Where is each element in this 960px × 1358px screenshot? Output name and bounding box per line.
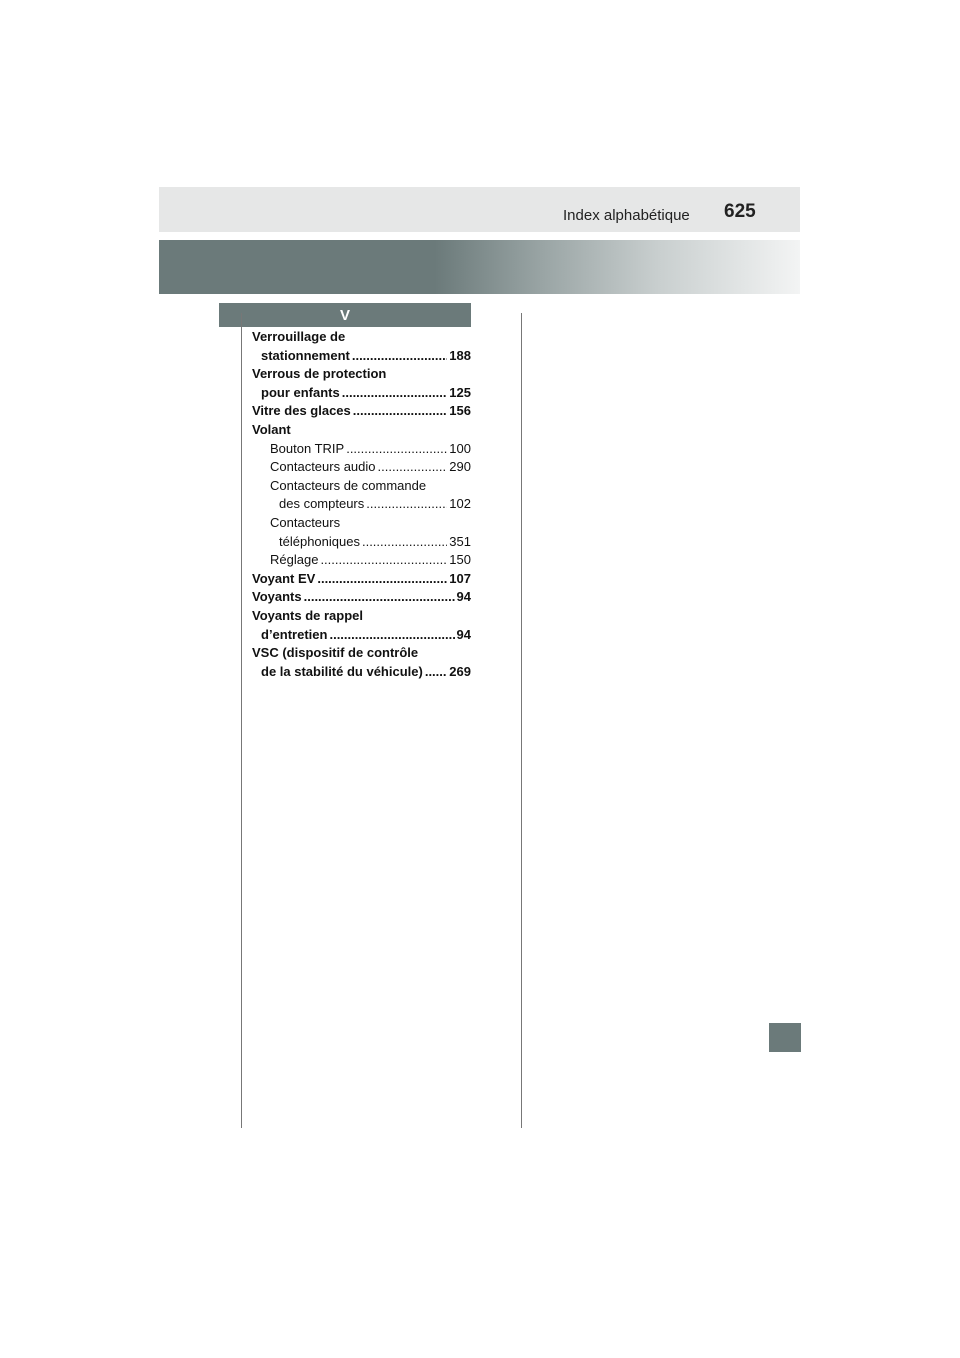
index-page-ref: 100 xyxy=(449,440,471,456)
index-page-ref: 102 xyxy=(449,496,471,512)
index-entry-label: Vitre des glaces xyxy=(252,403,351,419)
index-entry-label: Verrouillage de xyxy=(252,329,346,344)
index-entry-label: d’entretien xyxy=(261,626,328,642)
dot-leader xyxy=(353,402,448,421)
index-page-ref: 107 xyxy=(449,570,471,586)
index-entry-label: stationnement xyxy=(261,347,350,363)
dot-leader xyxy=(378,458,448,477)
index-entry[interactable] xyxy=(252,384,471,403)
index-entry-label: Contacteurs de commande xyxy=(270,477,427,493)
index-entry-label: de la stabilité du véhicule) xyxy=(261,663,423,679)
page-number: 625 xyxy=(724,201,756,222)
index-page-ref: 156 xyxy=(449,403,471,419)
index-entry-label: Verrous de protection xyxy=(252,366,387,382)
index-list xyxy=(252,328,471,681)
index-entry[interactable] xyxy=(252,588,471,607)
index-entry[interactable] xyxy=(252,570,471,589)
index-entry-label: des compteurs xyxy=(279,496,365,512)
index-entry-label: Voyants de rappel xyxy=(252,607,364,623)
dot-leader xyxy=(304,588,455,607)
dot-leader xyxy=(342,384,448,403)
index-entry-label: téléphoniques xyxy=(279,533,360,549)
index-entry-label: Contacteurs audio xyxy=(270,459,376,475)
index-entry-label: Voyants xyxy=(252,589,302,605)
column-divider-left xyxy=(241,313,242,1128)
header-gradient-band xyxy=(159,240,800,294)
index-subentry[interactable] xyxy=(252,495,471,514)
index-entry-label: Voyant EV xyxy=(252,570,316,586)
chapter-tab-marker xyxy=(769,1023,801,1052)
dot-leader xyxy=(317,570,447,589)
index-subentry[interactable] xyxy=(252,440,471,459)
dot-leader xyxy=(362,533,447,552)
index-subentry[interactable] xyxy=(252,551,471,570)
index-entry[interactable] xyxy=(252,402,471,421)
index-page-ref: 150 xyxy=(449,552,471,568)
index-page-ref: 188 xyxy=(449,347,471,363)
index-page-ref: 94 xyxy=(456,589,471,605)
section-title: Index alphabétique xyxy=(563,207,690,224)
index-entry[interactable] xyxy=(252,663,471,682)
index-page-ref: 125 xyxy=(449,384,471,400)
index-entry-label: VSC (dispositif de contrôle xyxy=(252,645,419,661)
index-letter-heading: V xyxy=(219,303,471,327)
dot-leader xyxy=(425,663,447,682)
index-entry-label: Bouton TRIP xyxy=(270,440,345,456)
page-header-bar xyxy=(159,187,800,232)
dot-leader xyxy=(320,551,447,570)
index-entry[interactable] xyxy=(252,347,471,366)
index-entry-label: Volant xyxy=(252,421,291,437)
index-page-ref: 269 xyxy=(449,663,471,679)
index-page-ref: 290 xyxy=(449,459,471,475)
index-entry[interactable] xyxy=(252,626,471,645)
dot-leader xyxy=(366,495,447,514)
index-entry-label: Réglage xyxy=(270,552,319,568)
column-divider-right xyxy=(521,313,522,1128)
index-page-ref: 351 xyxy=(449,533,471,549)
dot-leader xyxy=(329,626,454,645)
index-entry-label: Contacteurs xyxy=(270,514,341,530)
index-subentry[interactable] xyxy=(252,533,471,552)
dot-leader xyxy=(352,347,447,366)
index-entry-label: pour enfants xyxy=(261,384,340,400)
index-page-ref: 94 xyxy=(456,626,471,642)
index-subentry[interactable] xyxy=(252,458,471,477)
dot-leader xyxy=(346,440,447,459)
